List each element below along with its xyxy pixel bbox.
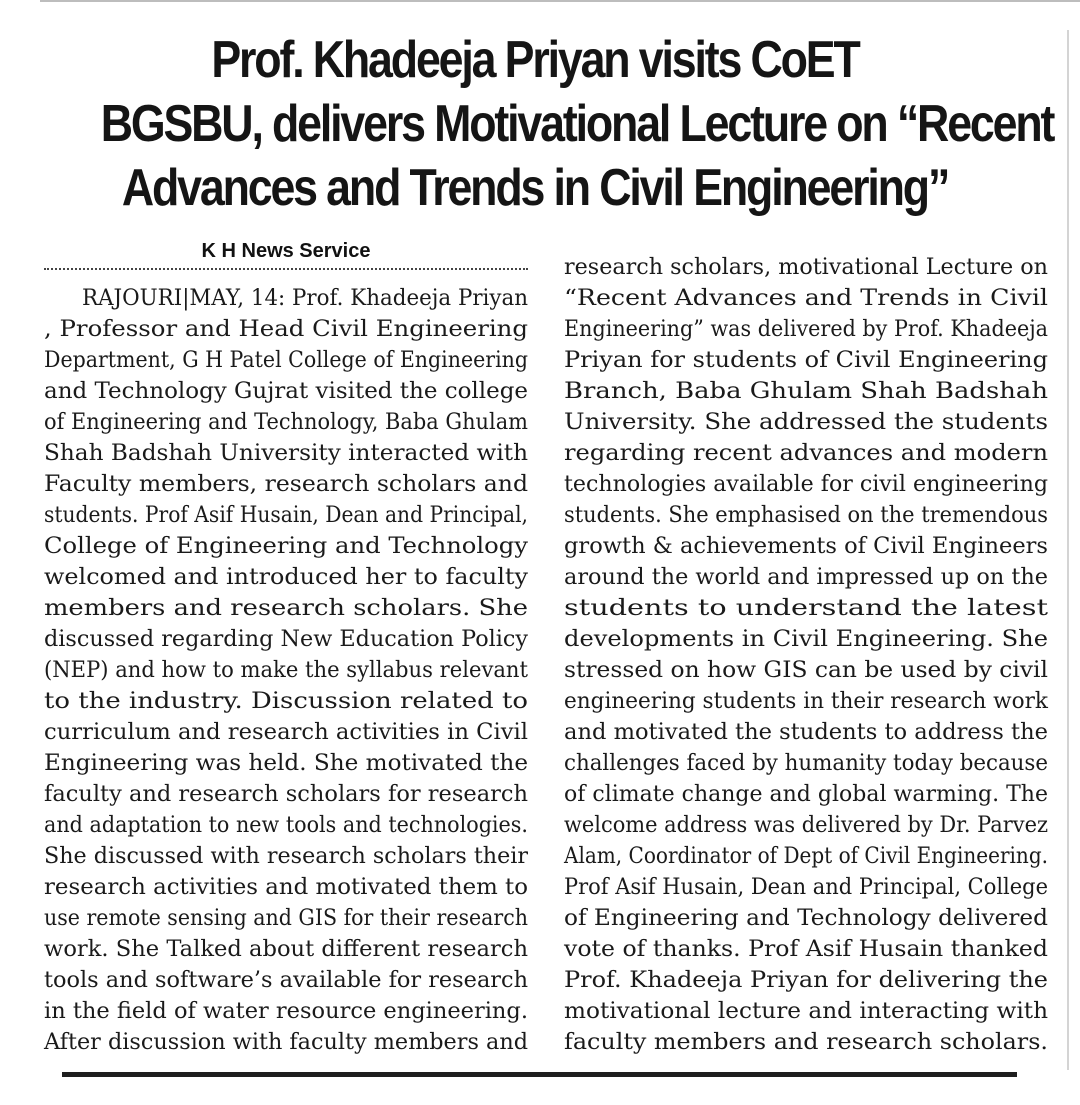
article-text-line: faculty members and research scholars. — [564, 1030, 1048, 1055]
article-text-line: students to understand the latest — [564, 596, 1048, 621]
article-text-line: Engineering” was delivered by Prof. Khadeeja — [564, 317, 1048, 342]
article-text-line: vote of thanks. Prof Asif Husain thanked — [564, 937, 1048, 962]
headline-line: Advances and Trends in Civil Engineering” — [121, 159, 949, 217]
top-divider — [40, 0, 1080, 2]
article-text-line: members and research scholars. She — [44, 596, 528, 621]
article-text-line: discussed regarding New Education Policy — [44, 627, 528, 652]
article-text-line: regarding recent advances and modern — [564, 441, 1048, 466]
article-text-line: and Technology Gujrat visited the college — [44, 379, 528, 404]
article-text-line: Priyan for students of Civil Engineering — [564, 348, 1048, 373]
article-text-line: curriculum and research activities in Civil — [44, 720, 528, 745]
article-text-line: of Engineering and Technology, Baba Ghulam — [44, 410, 528, 435]
article-text-line: tools and software’s available for research — [44, 968, 528, 993]
article-text-line: use remote sensing and GIS for their research — [44, 906, 528, 931]
article-text-line: Prof Asif Husain, Dean and Principal, College — [564, 875, 1048, 900]
article-text-line: Shah Badshah University interacted with — [44, 441, 528, 466]
article-text-line: (NEP) and how to make the syllabus relevant — [44, 658, 528, 683]
article-text-line: and adaptation to new tools and technologies. — [44, 813, 528, 838]
article-text-line: “Recent Advances and Trends in Civil — [564, 286, 1048, 311]
headline-line: BGSBU, delivers Motivational Lecture on “Recent — [100, 95, 1054, 153]
article-text-line: welcomed and introduced her to faculty — [44, 565, 528, 590]
article-text-line: technologies available for civil engineering — [564, 472, 1048, 497]
article-text-line: challenges faced by humanity today because — [564, 751, 1048, 776]
article-text-line: She discussed with research scholars their — [44, 844, 528, 869]
article-text-line: growth & achievements of Civil Engineers — [564, 534, 1048, 559]
article-text-line: to the industry. Discussion related to — [44, 689, 528, 714]
article-text-line: faculty and research scholars for research — [44, 782, 528, 807]
article-text-line: work. She Talked about different research — [44, 937, 528, 962]
bottom-divider — [62, 1072, 1017, 1077]
article-text-line: motivational lecture and interacting with — [564, 999, 1048, 1024]
article-text-line: engineering students in their research work — [564, 689, 1048, 714]
article-column-right — [564, 252, 1048, 1058]
article-text-line: students. Prof Asif Husain, Dean and Principal, — [44, 503, 528, 528]
article-text-line: around the world and impressed up on the — [564, 565, 1048, 590]
article-text-line: of climate change and global warming. The — [564, 782, 1048, 807]
article-text-line: , Professor and Head Civil Engineering — [44, 317, 528, 342]
article-text-line: research scholars, motivational Lecture on — [564, 255, 1048, 280]
article-text-line: welcome address was delivered by Dr. Parvez — [564, 813, 1048, 838]
article-column-left — [44, 283, 528, 1058]
article-text-line: Prof. Khadeeja Priyan for delivering the — [564, 968, 1048, 993]
article-text-line: and motivated the students to address the — [564, 720, 1048, 745]
article-text-line: Branch, Baba Ghulam Shah Badshah — [564, 379, 1048, 404]
column-divider-right — [1067, 30, 1069, 1070]
headline-line: Prof. Khadeeja Priyan visits CoET — [211, 31, 859, 89]
article-text-line: University. She addressed the students — [564, 410, 1048, 435]
article-text-line: Faculty members, research scholars and — [44, 472, 528, 497]
article-text-line: of Engineering and Technology delivered — [564, 906, 1048, 931]
article-text-line: Engineering was held. She motivated the — [44, 751, 528, 776]
article-text-line: students. She emphasised on the tremendous — [564, 503, 1048, 528]
article-text-line: College of Engineering and Technology — [44, 534, 528, 559]
byline-dotted-rule — [44, 268, 528, 270]
article-text-line: in the field of water resource engineering. — [44, 999, 528, 1024]
article-text-line: After discussion with faculty members and — [44, 1030, 528, 1055]
article-text-line: research activities and motivated them to — [44, 875, 528, 900]
article-text-line: Department, G H Patel College of Engineering — [44, 348, 528, 373]
article-text-line: stressed on how GIS can be used by civil — [564, 658, 1048, 683]
article-text-line: Alam, Coordinator of Dept of Civil Engineering. — [564, 844, 1048, 869]
article-headline — [100, 28, 1054, 220]
article-text-line: developments in Civil Engineering. She — [564, 627, 1048, 652]
article-text-line: RAJOURI|MAY, 14: Prof. Khadeeja Priyan — [82, 286, 528, 311]
byline: K H News Service — [201, 240, 371, 262]
